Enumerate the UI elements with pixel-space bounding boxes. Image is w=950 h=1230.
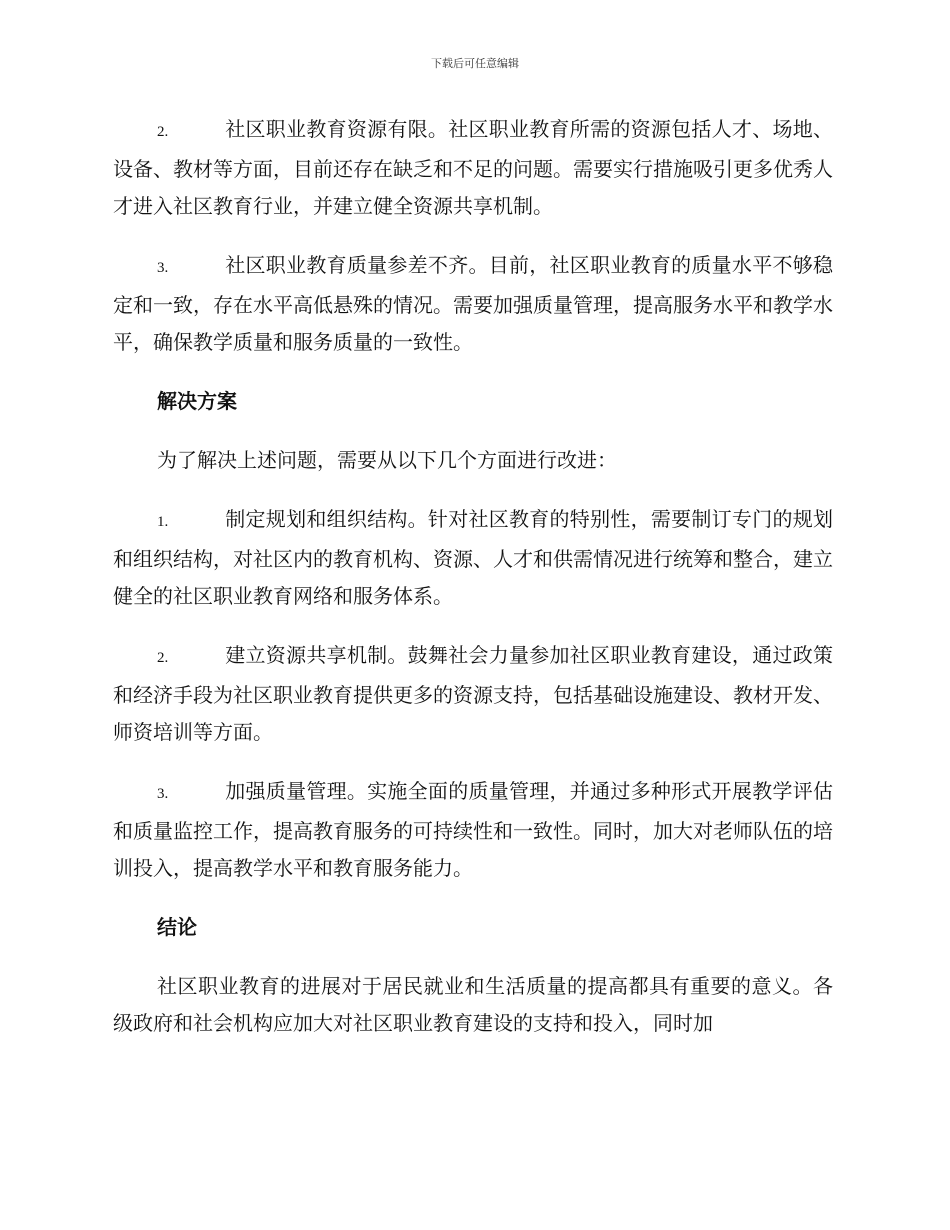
list-number: 3. [157,786,169,802]
list-text: 建立资源共享机制。鼓舞社会力量参加社区职业教育建设，通过政策和经济手段为社区职业教育提供更多的资源支持，包括基础设施建设、教材开发、师资培训等方面。 [113,643,833,744]
section-heading-solutions: 解决方案 [157,389,237,413]
list-number: 1. [157,514,169,530]
list-item [113,111,833,225]
section-heading-conclusion: 结论 [157,915,197,939]
page-header: 下载后可任意编辑 [431,57,519,70]
list-number: 2. [157,650,169,666]
list-text: 加强质量管理。实施全面的质量管理，并通过多种形式开展教学评估和质量监控工作，提高教育服务的可持续性和一致性。同时，加大对老师队伍的培训投入，提高教学水平和教育服务能力。 [113,779,833,880]
list-item [113,637,833,751]
conclusion-paragraph: 社区职业教育的进展对于居民就业和生活质量的提高都具有重要的意义。各级政府和社会机构应加大对社区职业教育建设的支持和投入，同时加 [113,974,833,1035]
list-text: 社区职业教育资源有限。社区职业教育所需的资源包括人才、场地、设备、教材等方面，目前还存在缺乏和不足的问题。需要实行措施吸引更多优秀人才进入社区教育行业，并建立健全资源共享机制。 [113,117,833,218]
list-item [113,247,833,361]
list-item [113,501,833,615]
list-number: 3. [157,260,169,276]
list-item [113,773,833,887]
list-text: 制定规划和组织结构。针对社区教育的特别性，需要制订专门的规划和组织结构，对社区内的教育机构、资源、人才和供需情况进行统筹和整合，建立健全的社区职业教育网络和服务体系。 [113,507,833,608]
solutions-intro: 为了解决上述问题，需要从以下几个方面进行改进： [157,448,617,472]
list-text: 社区职业教育质量参差不齐。目前，社区职业教育的质量水平不够稳定和一致，存在水平高低悬殊的情况。需要加强质量管理，提高服务水平和教学水平，确保教学质量和服务质量的一致性。 [113,253,833,354]
document-body [113,111,833,1064]
list-number: 2. [157,124,169,140]
